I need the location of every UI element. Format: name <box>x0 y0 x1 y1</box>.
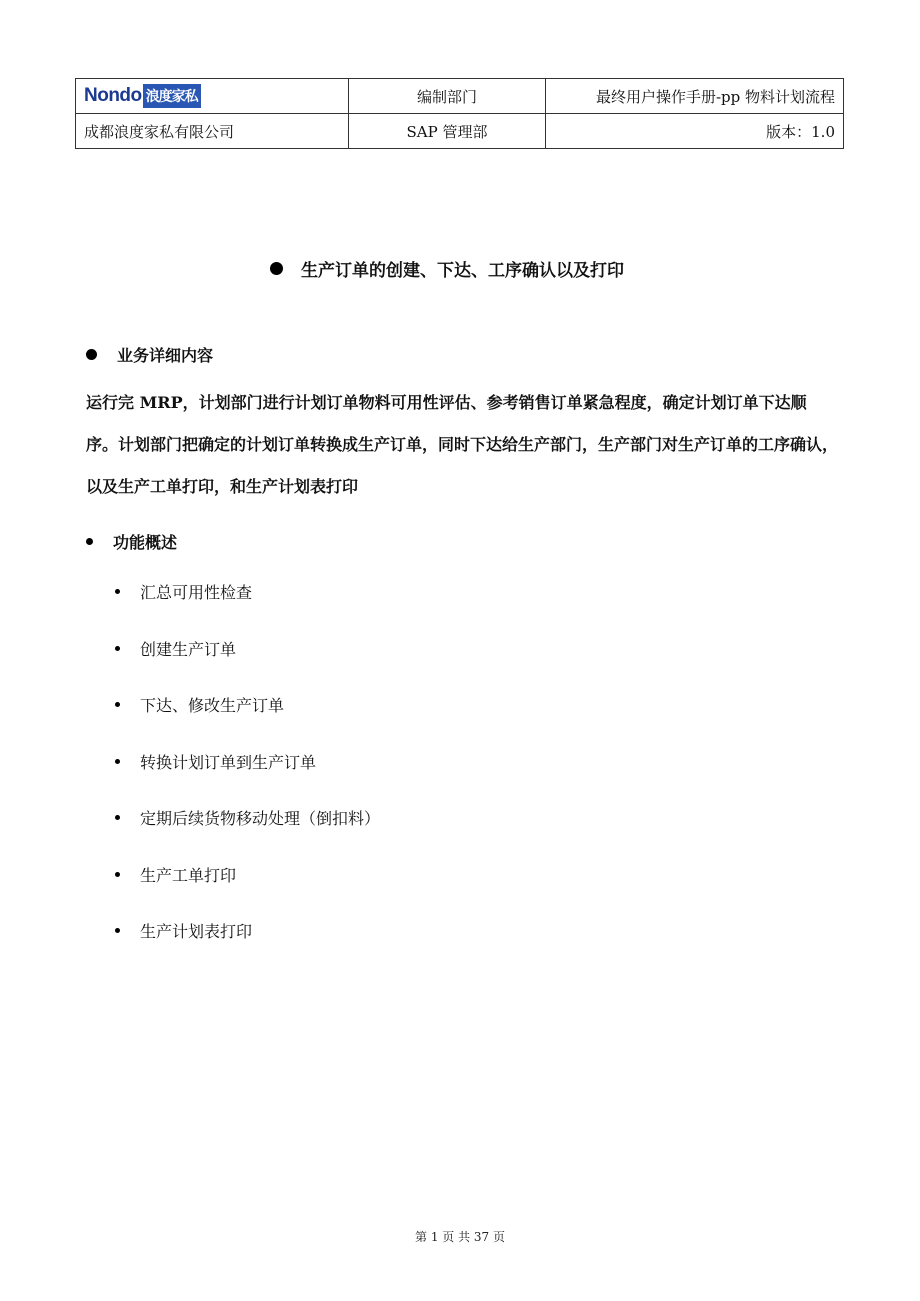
page-title <box>270 256 624 281</box>
version-label: 版本：1.0 <box>546 114 844 149</box>
document-header-table <box>75 78 844 149</box>
list-item <box>115 750 380 807</box>
business-heading-text: 业务详细内容 <box>117 346 214 365</box>
department-name: SAP 管理部 <box>349 114 546 149</box>
bullet-icon <box>115 702 120 707</box>
list-item-text: 转换计划订单到生产订单 <box>140 752 317 772</box>
list-item-text: 生产计划表打印 <box>140 922 253 941</box>
business-paragraph: 运行完 MRP，计划部门进行计划订单物料可用性评估、参考销售订单紧急程度，确定计划订单下达顺序。计划部门把确定的计划订单转换成生产订单，同时下达给生产部门，生产部门对生产订单的工序确认，以及生产工单打印，和生产计划表打印 <box>86 393 839 496</box>
bullet-icon <box>115 646 120 651</box>
department-label: 编制部门 <box>349 79 546 114</box>
list-item-text: 生产工单打印 <box>140 865 237 885</box>
company-name: 成都浪度家私有限公司 <box>76 114 349 149</box>
list-item <box>115 919 380 976</box>
bullet-icon <box>270 262 283 275</box>
bullet-icon <box>115 928 120 933</box>
list-item-text: 下达、修改生产订单 <box>140 696 285 715</box>
list-item <box>115 863 380 920</box>
list-item <box>115 580 380 637</box>
functions-section-heading <box>86 530 177 553</box>
bullet-icon <box>115 815 120 820</box>
bullet-icon <box>86 349 97 360</box>
list-item <box>115 806 380 863</box>
header-row-1 <box>76 79 844 114</box>
bullet-icon <box>115 759 120 764</box>
bullet-icon <box>86 538 93 545</box>
function-list <box>115 580 380 976</box>
bullet-icon <box>115 589 120 594</box>
logo-cell <box>76 79 349 114</box>
list-item-text: 定期后续货物移动处理（倒扣料） <box>140 809 381 828</box>
list-item <box>115 693 380 750</box>
header-row-2 <box>76 114 844 149</box>
page-title-text: 生产订单的创建、下达、工序确认以及打印 <box>301 261 624 281</box>
company-logo <box>84 84 340 108</box>
page-footer: 第 1 页 共 37 页 <box>415 1230 505 1244</box>
functions-heading-text: 功能概述 <box>113 533 178 552</box>
list-item-text: 创建生产订单 <box>140 639 237 659</box>
bullet-icon <box>115 872 120 877</box>
logo-chinese: 浪度家私 <box>143 84 201 108</box>
business-section-heading <box>86 343 213 366</box>
logo-english: Nondo <box>84 85 142 106</box>
manual-title: 最终用户操作手册-pp 物料计划流程 <box>546 79 844 114</box>
list-item <box>115 637 380 694</box>
list-item-text: 汇总可用性检查 <box>140 583 253 602</box>
